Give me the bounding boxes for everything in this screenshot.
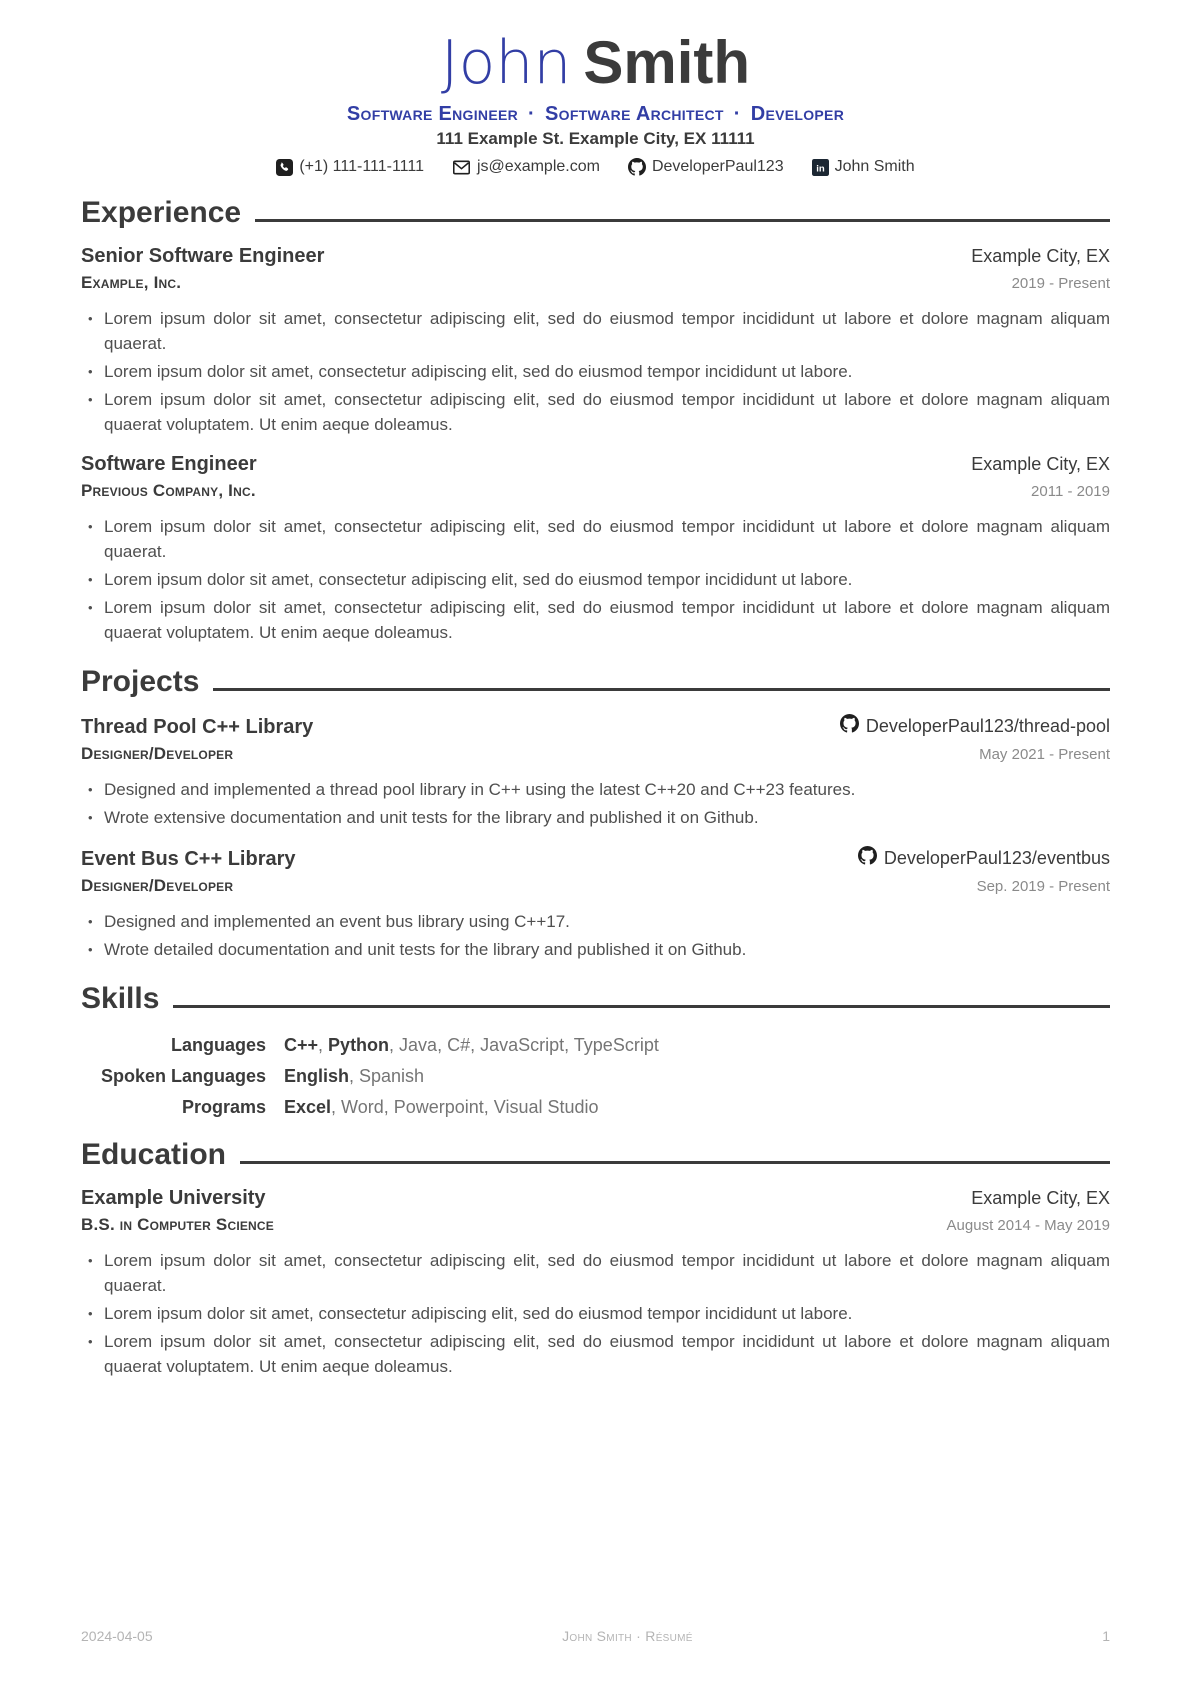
footer-title: John Smith · Résumé <box>562 1628 693 1644</box>
project-bullets <box>81 777 1110 830</box>
tagline-separator: · <box>528 103 535 125</box>
project-repo: DeveloperPaul123/thread-pool <box>865 715 1110 736</box>
skill-row-value <box>284 1097 1110 1118</box>
bullet-item: • Lorem ipsum dolor sit amet, consectetur adipiscing elit, sed do eiusmod tempor incididunt ut labore et dolore magnam aliquam quaerat voluptatem. Ut enim aeque doleamus. <box>87 387 1110 437</box>
job-bullets <box>81 306 1110 437</box>
bullet-item: • Lorem ipsum dolor sit amet, consectetur adipiscing elit, sed do eiusmod tempor incididunt ut labore et dolore magnam aliquam quaerat voluptatem. Ut enim aeque doleamus. <box>87 595 1110 645</box>
phone-icon <box>276 159 293 176</box>
section-header-experience <box>81 196 1110 229</box>
email-link[interactable] <box>452 158 600 176</box>
envelope-icon <box>452 159 471 176</box>
project-entry-2 <box>81 846 1110 962</box>
section-title-experience: Experience <box>81 196 242 229</box>
bullet-item: • Designed and implemented a thread pool library in C++ using the latest C++20 and C++23 features. <box>87 777 1110 802</box>
section-title-projects: Projects <box>81 665 200 698</box>
project-role: Designer/Developer <box>81 876 234 895</box>
project-role: Designer/Developer <box>81 744 234 763</box>
resume-content <box>81 0 1110 1382</box>
skill-segment: , Word, Powerpoint, Visual Studio <box>331 1097 599 1117</box>
project-title: Event Bus C++ Library <box>81 848 296 870</box>
section-rule <box>240 1161 1110 1164</box>
school-name: Example University <box>81 1187 266 1209</box>
tagline-separator: · <box>733 103 741 125</box>
github-icon <box>858 846 877 870</box>
bullet-item: • Lorem ipsum dolor sit amet, consectetur adipiscing elit, sed do eiusmod tempor incididunt ut labore et dolore magnam aliquam quaerat. <box>87 1248 1110 1298</box>
job-dates: 2011 - 2019 <box>1031 483 1110 500</box>
skill-segment: C++ <box>284 1035 319 1055</box>
skill-row-label: Spoken Languages <box>100 1066 266 1086</box>
github-profile-link[interactable] <box>628 158 784 176</box>
project-repo-link[interactable] <box>858 846 1110 870</box>
last-name: Smith <box>583 29 751 96</box>
skill-segment: , Spanish <box>349 1066 425 1086</box>
linkedin-icon <box>812 159 829 176</box>
bullet-item: • Wrote extensive documentation and unit tests for the library and published it on Github. <box>87 805 1110 830</box>
section-header-skills <box>81 982 1110 1015</box>
job-location: Example City, EX <box>971 454 1110 474</box>
experience-entry-2 <box>81 453 1110 645</box>
footer-page-number: 1 <box>1102 1628 1110 1644</box>
education-bullets <box>81 1248 1110 1379</box>
education-dates: August 2014 - May 2019 <box>946 1217 1110 1234</box>
job-location: Example City, EX <box>971 246 1110 266</box>
svg-text:in: in <box>815 162 825 174</box>
footer-date: 2024-04-05 <box>81 1628 153 1644</box>
tagline-role-2: Software Architect <box>544 103 724 125</box>
github-icon <box>628 158 646 176</box>
project-title: Thread Pool C++ Library <box>81 716 314 738</box>
project-bullets <box>81 909 1110 962</box>
skill-segment: English <box>284 1066 350 1086</box>
job-bullets <box>81 514 1110 645</box>
address: 111 Example St. Example City, EX 11111 <box>436 129 755 148</box>
bullet-item: • Lorem ipsum dolor sit amet, consectetur adipiscing elit, sed do eiusmod tempor incididunt ut labore. <box>87 359 1110 384</box>
bullet-item: • Lorem ipsum dolor sit amet, consectetur adipiscing elit, sed do eiusmod tempor incididunt ut labore et dolore magnam aliquam quaerat. <box>87 306 1110 356</box>
job-title: Software Engineer <box>81 453 257 475</box>
phone-number: (+1) 111-111-1111 <box>299 158 424 175</box>
project-entry-1 <box>81 714 1110 830</box>
skill-segment: , Java, C#, JavaScript, TypeScript <box>389 1035 659 1055</box>
job-dates: 2019 - Present <box>1011 275 1110 292</box>
github-username: DeveloperPaul123 <box>651 158 784 175</box>
bullet-item: • Lorem ipsum dolor sit amet, consectetur adipiscing elit, sed do eiusmod tempor incididunt ut labore. <box>87 567 1110 592</box>
linkedin-name: John Smith <box>834 158 915 175</box>
bullet-item: • Designed and implemented an event bus library using C++17. <box>87 909 1110 934</box>
page-footer <box>81 1628 1110 1644</box>
contact-bar <box>81 158 1110 176</box>
education-entry <box>81 1187 1110 1379</box>
section-rule <box>173 1005 1110 1008</box>
tagline-role-3: Developer <box>750 103 845 125</box>
bullet-item: • Lorem ipsum dolor sit amet, consectetur adipiscing elit, sed do eiusmod tempor incididunt ut labore et dolore magnam aliquam quaerat voluptatem. Ut enim aeque doleamus. <box>87 1329 1110 1379</box>
page-title <box>81 28 1110 98</box>
bullet-item: • Lorem ipsum dolor sit amet, consectetur adipiscing elit, sed do eiusmod tempor incididunt ut labore et dolore magnam aliquam quaerat. <box>87 514 1110 564</box>
project-repo-link[interactable] <box>840 714 1110 738</box>
first-name: John <box>440 28 572 98</box>
job-company: Example, Inc. <box>81 273 182 292</box>
tagline-role-1: Software Engineer <box>346 103 519 125</box>
job-title: Senior Software Engineer <box>81 245 325 267</box>
phone-link[interactable] <box>276 158 424 176</box>
email-address: js@example.com <box>477 158 600 175</box>
section-title-education: Education <box>81 1138 227 1171</box>
skill-row-label: Programs <box>181 1097 266 1117</box>
github-icon <box>840 714 859 738</box>
tagline <box>81 103 1110 126</box>
skill-segment: , <box>318 1035 329 1055</box>
section-rule <box>213 688 1110 691</box>
experience-entry-1 <box>81 245 1110 437</box>
skill-row-label: Languages <box>170 1035 266 1055</box>
skills-table <box>81 1035 1110 1118</box>
skill-row-value <box>284 1066 1110 1087</box>
skill-segment: Python <box>328 1035 390 1055</box>
section-header-education <box>81 1138 1110 1171</box>
project-dates: May 2021 - Present <box>979 746 1110 763</box>
linkedin-profile-link[interactable] <box>812 158 915 176</box>
job-company: Previous Company, Inc. <box>81 481 256 500</box>
project-repo: DeveloperPaul123/eventbus <box>883 847 1110 868</box>
section-title-skills: Skills <box>81 982 160 1015</box>
project-dates: Sep. 2019 - Present <box>976 878 1110 895</box>
degree: B.S. in Computer Science <box>81 1215 274 1234</box>
section-rule <box>255 219 1110 222</box>
bullet-item: • Lorem ipsum dolor sit amet, consectetur adipiscing elit, sed do eiusmod tempor incididunt ut labore. <box>87 1301 1110 1326</box>
school-location: Example City, EX <box>971 1188 1110 1208</box>
bullet-item: • Wrote detailed documentation and unit tests for the library and published it on Github. <box>87 937 1110 962</box>
skill-segment: Excel <box>284 1097 332 1117</box>
skill-row-value <box>284 1035 1110 1056</box>
section-header-projects <box>81 665 1110 698</box>
